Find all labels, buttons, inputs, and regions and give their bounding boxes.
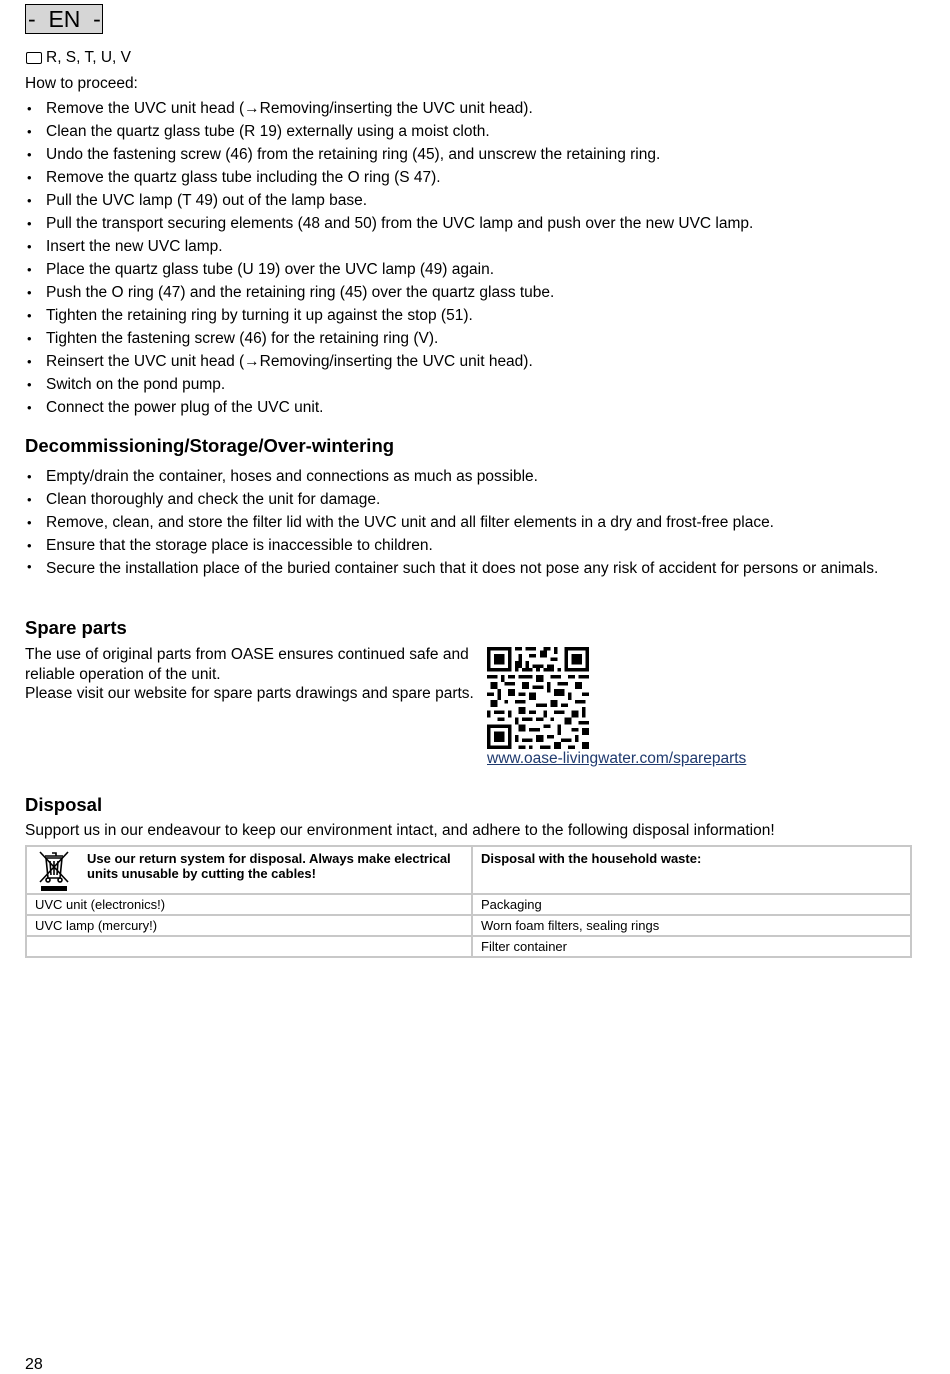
disposal-intro: Support us in our endeavour to keep our environment intact, and adhere to the following disposal information! [25, 822, 775, 839]
crossed-out-wheelie-bin-icon [35, 848, 73, 892]
list-item: • Connect the power plug of the UVC unit. [25, 396, 913, 419]
table-cell [26, 936, 472, 957]
list-item: • Push the O ring (47) and the retaining ring (45) over the quartz glass tube. [25, 281, 913, 304]
list-item: • Undo the fastening screw (46) from the retaining ring (45), and unscrew the retaining ring. [25, 143, 913, 166]
return-system-text: Use our return system for disposal. Always make electrical units unusable by cutting the cables! [87, 851, 451, 881]
table-row [26, 894, 911, 915]
table-cell: Filter container [472, 936, 911, 957]
return-system-cell [26, 846, 472, 894]
list-item: • Switch on the pond pump. [25, 373, 913, 396]
disposal-heading: Disposal [25, 794, 103, 815]
list-item: • Reinsert the UVC unit head (→Removing/inserting the UVC unit head). [25, 350, 913, 373]
table-cell: Worn foam filters, sealing rings [472, 915, 911, 936]
figure-frame-icon [26, 52, 42, 64]
household-waste-text: Disposal with the household waste: [481, 851, 702, 866]
spare-parts-text [25, 645, 475, 704]
list-item: • Tighten the fastening screw (46) for the retaining ring (V). [25, 327, 913, 350]
spare-parts-heading: Spare parts [25, 617, 127, 638]
disposal-table [25, 845, 912, 958]
spare-parts-line: The use of original parts from OASE ensures continued safe and reliable operation of the unit. [25, 646, 469, 683]
list-item: • Insert the new UVC lamp. [25, 235, 913, 258]
list-item: • Secure the installation place of the buried container such that it does not pose any risk of accident for persons or animals. [25, 557, 913, 581]
list-item: • Ensure that the storage place is inaccessible to children. [25, 534, 913, 557]
list-item: • Pull the UVC lamp (T 49) out of the lamp base. [25, 189, 913, 212]
table-row [26, 846, 911, 894]
procedure-steps [25, 97, 913, 419]
decommissioning-heading: Decommissioning/Storage/Over-wintering [25, 435, 395, 456]
household-waste-cell [472, 846, 911, 894]
list-item: • Remove the quartz glass tube including the O ring (S 47). [25, 166, 913, 189]
list-item: • Empty/drain the container, hoses and connections as much as possible. [25, 465, 913, 488]
qr-code-icon[interactable] [487, 647, 589, 749]
list-item: • Remove the UVC unit head (→Removing/inserting the UVC unit head). [25, 97, 913, 120]
procedure-intro: How to proceed: [25, 75, 138, 92]
language-tag: - EN - [25, 4, 103, 34]
table-row [26, 915, 911, 936]
table-cell: UVC unit (electronics!) [26, 894, 472, 915]
list-item: • Tighten the retaining ring by turning it up against the stop (51). [25, 304, 913, 327]
list-item: • Place the quartz glass tube (U 19) over the UVC lamp (49) again. [25, 258, 913, 281]
page-number: 28 [25, 1356, 43, 1373]
figure-reference [26, 49, 131, 67]
table-cell: UVC lamp (mercury!) [26, 915, 472, 936]
list-item: • Clean thoroughly and check the unit for damage. [25, 488, 913, 511]
spare-parts-line: Please visit our website for spare parts drawings and spare parts. [25, 685, 474, 702]
list-item: • Pull the transport securing elements (48 and 50) from the UVC lamp and push over the new UVC lamp. [25, 212, 913, 235]
table-cell: Packaging [472, 894, 911, 915]
list-item: • Remove, clean, and store the filter lid with the UVC unit and all filter elements in a dry and frost-free place. [25, 511, 913, 534]
table-row [26, 936, 911, 957]
list-item: • Clean the quartz glass tube (R 19) externally using a moist cloth. [25, 120, 913, 143]
spare-parts-link[interactable]: www.oase-livingwater.com/spareparts [487, 750, 747, 767]
figure-reference-text: R, S, T, U, V [46, 49, 131, 66]
decommissioning-list [25, 465, 913, 581]
